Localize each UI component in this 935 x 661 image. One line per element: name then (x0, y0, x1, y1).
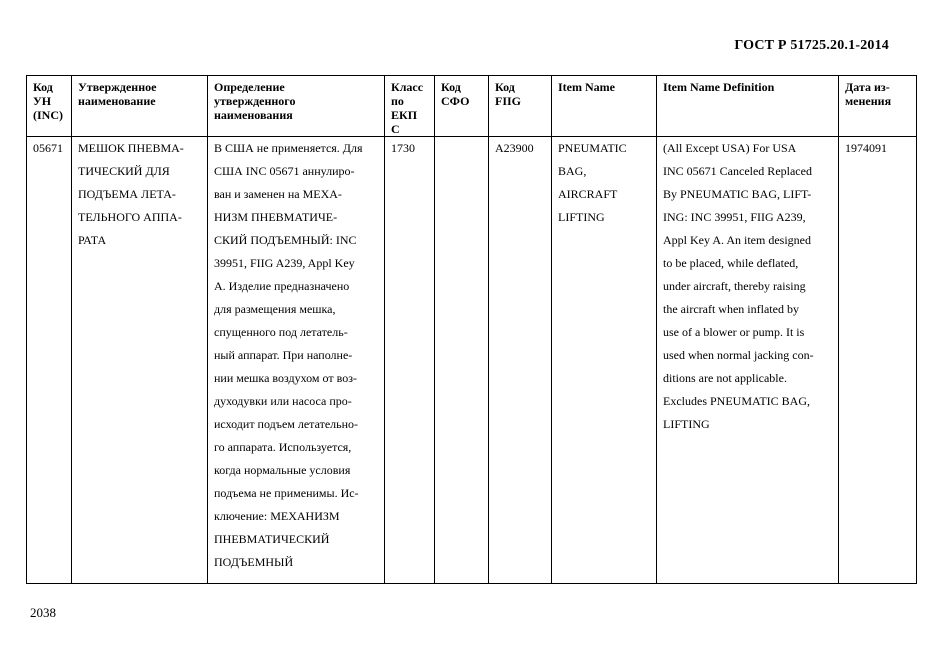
page-number: 2038 (30, 605, 56, 620)
item-name-registry-table (26, 75, 917, 584)
header-name-definition: Определение утвержденного наименования (208, 76, 385, 137)
cell-approved-name: МЕШОК ПНЕВМА- ТИЧЕСКИЙ ДЛЯ ПОДЪЕМА ЛЕТА- ТЕЛЬНОГО АППА- РАТА (72, 137, 208, 584)
header-change-date: Дата из- менения (839, 76, 917, 137)
header-approved-name: Утвержденное наименование (72, 76, 208, 137)
header-ekps-class: Класс по ЕКП С (385, 76, 435, 137)
table-header-row (27, 76, 917, 137)
cell-ekps-class: 1730 (385, 137, 435, 584)
header-item-name-definition: Item Name Definition (657, 76, 839, 137)
cell-sfo-code (435, 137, 489, 584)
cell-item-name: PNEUMATIC BAG, AIRCRAFT LIFTING (552, 137, 657, 584)
cell-item-name-definition: (All Except USA) For USA INC 05671 Canceled Replaced By PNEUMATIC BAG, LIFT- ING: INC 39951, FIIG A239, Appl Key A. An item designed to be placed, while deflated, under aircraft, thereby raising the aircraft when inflated by use of a blower or pump. It is used when normal jacking con- ditions are not applicable. Excludes PNEUMATIC BAG, LIFTING (657, 137, 839, 584)
cell-name-definition: В США не применяется. Для США INC 05671 аннулиро- ван и заменен на МЕХА- НИЗМ ПНЕВМАТИЧЕ- СКИЙ ПОДЪЕМНЫЙ: INC 39951, FIIG A239, Appl Key A. Изделие предназначено для размещения мешка, спущенного под летатель- ный аппарат. При наполне- нии мешка воздухом от воз- духодувки или насоса про- исходит подъем летательно- го аппарата. Используется, когда нормальные условия подъема не применимы. Ис- ключение: МЕХАНИЗМ ПНЕВМАТИЧЕСКИЙ ПОДЪЕМНЫЙ (208, 137, 385, 584)
cell-fiig-code: A23900 (489, 137, 552, 584)
header-fiig-code: Код FIIG (489, 76, 552, 137)
document-standard-code: ГОСТ Р 51725.20.1-2014 (734, 38, 889, 53)
header-inc: Код УН (INC) (27, 76, 72, 137)
header-item-name: Item Name (552, 76, 657, 137)
cell-change-date: 1974091 (839, 137, 917, 584)
header-sfo-code: Код СФО (435, 76, 489, 137)
table-row (27, 137, 917, 584)
cell-inc: 05671 (27, 137, 72, 584)
